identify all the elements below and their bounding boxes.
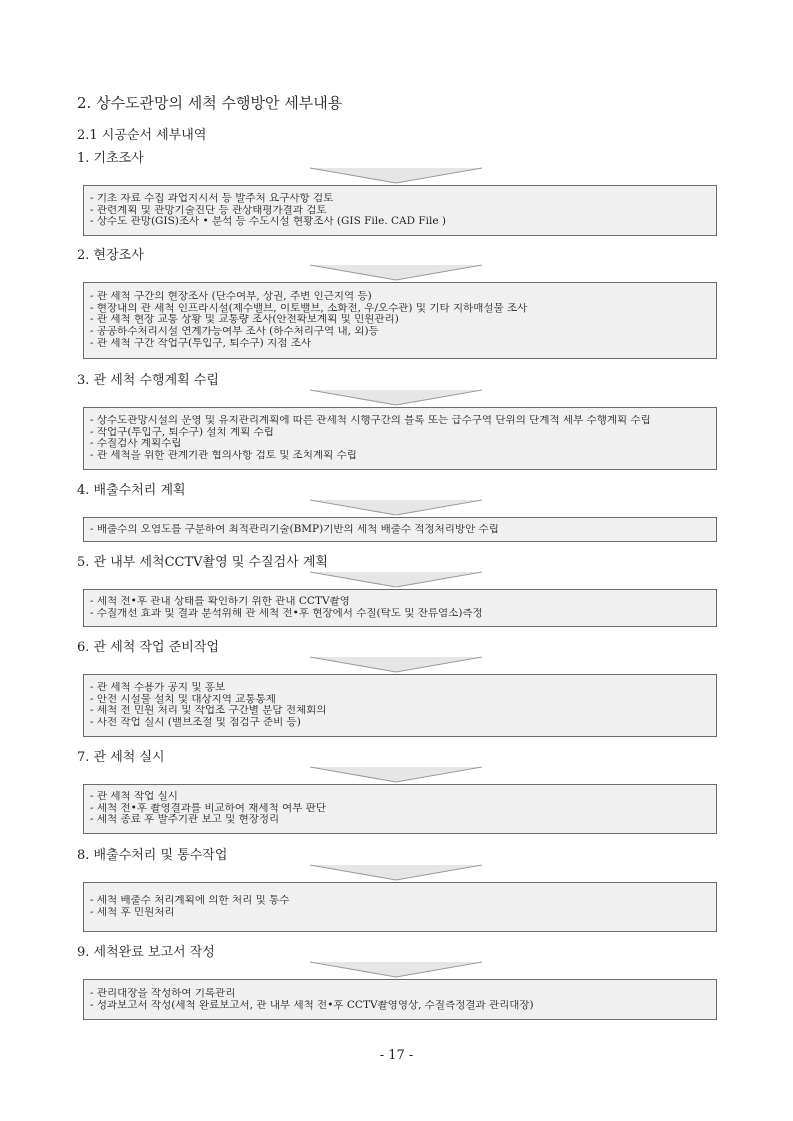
step-heading: 1. 기초조사 bbox=[77, 151, 144, 166]
step-detail-item: - 공공하수처리시설 연계가능여부 조사 (하수처리구역 내, 외)등 bbox=[90, 326, 379, 338]
step-detail-box bbox=[83, 674, 717, 737]
step-detail-item: - 관 세척 구간 작업구(투입구, 퇴수구) 지점 조사 bbox=[90, 337, 312, 349]
chevron-down-icon bbox=[310, 263, 482, 281]
step-detail-item: - 세척 종료 후 발주기관 보고 및 현장정리 bbox=[90, 814, 280, 826]
step-detail-item: - 상수도 관망(GIS)조사 • 분석 등 수도시설 현황조사 (GIS File. CAD File ) bbox=[90, 216, 447, 228]
step-heading: 2. 현장조사 bbox=[77, 248, 144, 263]
section-title: 2. 상수도관망의 세척 수행방안 세부내용 bbox=[77, 94, 343, 112]
step-detail-box bbox=[83, 282, 717, 359]
page-number: - 17 - bbox=[379, 1048, 414, 1063]
step-detail-item: - 작업구(투입구, 퇴수구) 설치 계획 수립 bbox=[90, 426, 274, 438]
step-detail-item: - 관련계획 및 관망기술진단 등 관상태평가결과 검토 bbox=[90, 204, 327, 216]
step-detail-item: - 세척 전•후 관내 상태를 확인하기 위한 관내 CCTV촬영 bbox=[90, 596, 350, 607]
step-detail-item: - 관 세척 수용가 공지 및 홍보 bbox=[90, 682, 226, 693]
chevron-down-icon bbox=[310, 570, 482, 588]
step-detail-item: - 세척 후 민원처리 bbox=[90, 906, 175, 918]
chevron-down-icon bbox=[310, 166, 482, 184]
step-detail-item: - 기초 자료 수집 과업지시서 등 발주처 요구사항 검토 bbox=[90, 193, 334, 204]
step-detail-item: - 성과보고서 작성(세척 완료보고서, 관 내부 세척 전•후 CCTV촬영영상, 수질측정결과 관리대장) bbox=[90, 999, 534, 1011]
step-heading: 8. 배출수처리 및 통수작업 bbox=[77, 848, 228, 863]
step-detail-item: - 세척 전 민원 처리 및 작업조 구간별 분담 전체회의 bbox=[90, 705, 327, 717]
step-heading: 3. 관 세척 수행계획 수립 bbox=[77, 373, 219, 388]
step-detail-box bbox=[83, 185, 717, 236]
step-detail-item: - 배출수의 오염도를 구분하여 최적관리기술(BMP)기반의 세척 배출수 적정처리방안 수립 bbox=[90, 524, 499, 535]
chevron-down-icon bbox=[310, 655, 482, 673]
step-detail-item: - 현장내의 관 세척 인프라시설(제수밸브, 이토밸브, 소화전, 우/오수관) 및 기타 지하매설물 조사 bbox=[90, 302, 528, 314]
chevron-down-icon bbox=[310, 388, 482, 406]
step-detail-box bbox=[83, 407, 717, 470]
step-detail-item: - 사전 작업 실시 (밸브조절 및 점검구 준비 등) bbox=[90, 717, 301, 729]
step-detail-item: - 수질개선 효과 및 결과 분석위해 관 세척 전•후 현장에서 수질(탁도 및 잔류염소)측정 bbox=[90, 607, 483, 619]
step-detail-box bbox=[83, 517, 717, 542]
step-detail-item: - 세척 전•후 촬영결과를 비교하여 재세척 여부 판단 bbox=[90, 802, 326, 814]
chevron-down-icon bbox=[310, 960, 482, 978]
subsection-title: 2.1 시공순서 세부내역 bbox=[77, 128, 207, 143]
chevron-down-icon bbox=[310, 765, 482, 783]
step-detail-box bbox=[83, 979, 717, 1020]
step-detail-box bbox=[83, 784, 717, 834]
step-heading: 4. 배출수처리 계획 bbox=[77, 483, 186, 498]
step-heading: 9. 세척완료 보고서 작성 bbox=[77, 945, 215, 960]
step-detail-item: - 관 세척을 위한 관계기관 협의사항 검토 및 조치계획 수립 bbox=[90, 450, 357, 462]
step-detail-box bbox=[83, 589, 717, 627]
chevron-down-icon bbox=[310, 498, 482, 516]
step-detail-item: - 관 세척 작업 실시 bbox=[90, 791, 178, 802]
step-detail-item: - 관리대장을 작성하여 기록관리 bbox=[90, 988, 236, 999]
step-detail-item: - 상수도관망시설의 운영 및 유지관리계획에 따른 관세척 시행구간의 블록 또는 급수구역 단위의 단계적 세부 수행계획 수립 bbox=[90, 415, 651, 426]
step-detail-item: - 세척 배출수 처리계획에 의한 처리 및 통수 bbox=[90, 895, 290, 906]
step-detail-item: - 관 세척 구간의 현장조사 (단수여부, 상권, 주변 인근지역 등) bbox=[90, 291, 372, 302]
step-heading: 5. 관 내부 세척CCTV촬영 및 수질검사 계획 bbox=[77, 555, 328, 570]
step-detail-box bbox=[83, 882, 717, 932]
step-heading: 7. 관 세척 실시 bbox=[77, 750, 165, 765]
step-detail-item: - 관 세척 현장 교통 상황 및 교통량 조사(안전확보계획 및 민원관리) bbox=[90, 314, 399, 326]
step-detail-item: - 수질검사 계획수립 bbox=[90, 438, 182, 450]
step-detail-item: - 안전 시설물 설치 및 대상지역 교통통제 bbox=[90, 693, 276, 705]
step-heading: 6. 관 세척 작업 준비작업 bbox=[77, 640, 219, 655]
chevron-down-icon bbox=[310, 863, 482, 881]
